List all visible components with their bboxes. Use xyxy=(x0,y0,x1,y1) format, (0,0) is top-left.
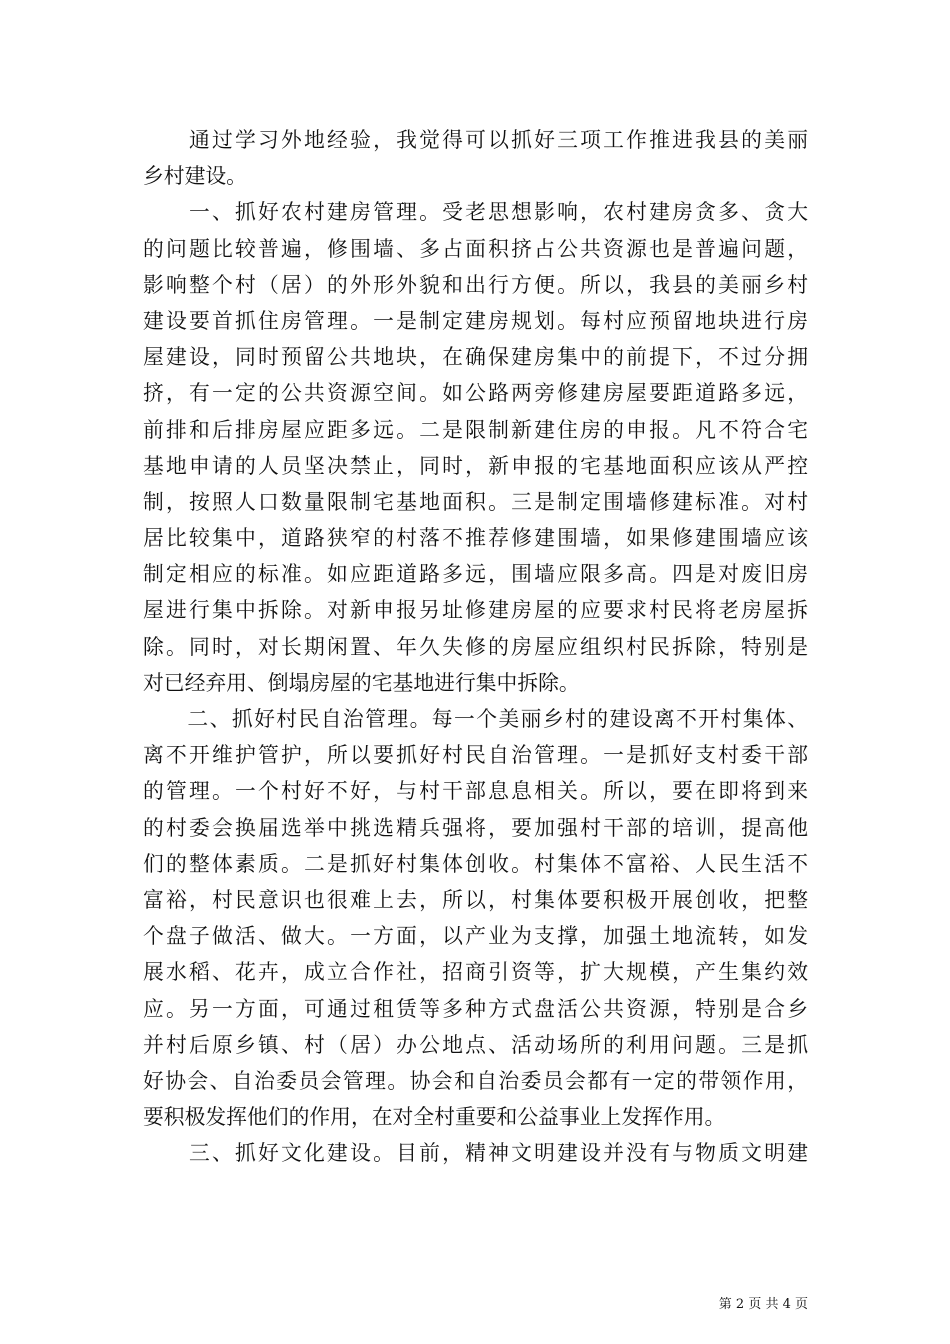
text-line: 三、抓好文化建设。目前，精神文明建设并没有与物质文明建 xyxy=(143,1141,808,1166)
paragraph-intro xyxy=(143,122,808,194)
page-number-footer: 第 2 页 共 4 页 xyxy=(718,1297,808,1312)
text-line: 要积极发挥他们的作用，在对全村重要和公益事业上发挥作用。 xyxy=(143,1105,726,1130)
text-line: 挤，有一定的公共资源空间。如公路两旁修建房屋要距道路多远， xyxy=(143,381,808,406)
text-line: 制定相应的标准。如应距道路多远，围墙应限多高。四是对废旧房 xyxy=(143,562,808,587)
text-line: 并村后原乡镇、村（居）办公地点、活动场所的利用问题。三是抓 xyxy=(143,1032,808,1057)
document-body xyxy=(143,122,808,1171)
text-line: 的管理。一个村好不好，与村干部息息相关。所以，要在即将到来 xyxy=(143,779,808,804)
paragraph-cultural-construction xyxy=(143,1135,808,1171)
text-line: 建设要首抓住房管理。一是制定建房规划。每村应预留地块进行房 xyxy=(143,308,808,333)
text-line: 前排和后排房屋应距多远。二是限制新建住房的申报。凡不符合宅 xyxy=(143,417,808,442)
text-line: 一、抓好农村建房管理。受老思想影响，农村建房贪多、贪大 xyxy=(143,200,808,225)
text-line: 通过学习外地经验，我觉得可以抓好三项工作推进我县的美丽 xyxy=(143,128,808,152)
text-line: 好协会、自治委员会管理。协会和自治委员会都有一定的带领作用， xyxy=(143,1068,808,1093)
text-line: 应。另一方面，可通过租赁等多种方式盘活公共资源，特别是合乡 xyxy=(143,996,808,1021)
text-line: 除。同时，对长期闲置、年久失修的房屋应组织村民拆除，特别是 xyxy=(143,634,808,659)
text-line: 基地申请的人员坚决禁止，同时，新申报的宅基地面积应该从严控 xyxy=(143,453,808,478)
text-line: 的村委会换届选举中挑选精兵强将，要加强村干部的培训，提高他 xyxy=(143,815,808,840)
text-line: 个盘子做活、做大。一方面，以产业为支撑，加强土地流转，如发 xyxy=(143,924,808,949)
paragraph-village-autonomy xyxy=(143,701,808,1135)
text-line: 对已经弃用、倒塌房屋的宅基地进行集中拆除。 xyxy=(143,670,580,695)
text-line: 二、抓好村民自治管理。每一个美丽乡村的建设离不开村集体、 xyxy=(143,707,808,731)
text-line: 影响整个村（居）的外形外貌和出行方便。所以，我县的美丽乡村 xyxy=(143,272,808,297)
text-line: 乡村建设。 xyxy=(143,164,247,189)
text-line: 屋建设，同时预留公共地块，在确保建房集中的前提下，不过分拥 xyxy=(143,345,808,370)
text-line: 的问题比较普遍，修围墙、多占面积挤占公共资源也是普遍问题， xyxy=(143,236,808,261)
paragraph-housing-management xyxy=(143,194,808,701)
text-line: 制，按照人口数量限制宅基地面积。三是制定围墙修建标准。对村 xyxy=(143,489,808,514)
text-line: 屋进行集中拆除。对新申报另址修建房屋的应要求村民将老房屋拆 xyxy=(143,598,808,623)
text-line: 离不开维护管护，所以要抓好村民自治管理。一是抓好支村委干部 xyxy=(143,743,808,768)
text-line: 居比较集中，道路狭窄的村落不推荐修建围墙，如果修建围墙应该 xyxy=(143,526,808,551)
text-line: 们的整体素质。二是抓好村集体创收。村集体不富裕、人民生活不 xyxy=(143,851,808,876)
text-line: 展水稻、花卉，成立合作社，招商引资等，扩大规模，产生集约效 xyxy=(143,960,808,985)
text-line: 富裕，村民意识也很难上去，所以，村集体要积极开展创收，把整 xyxy=(143,887,808,912)
